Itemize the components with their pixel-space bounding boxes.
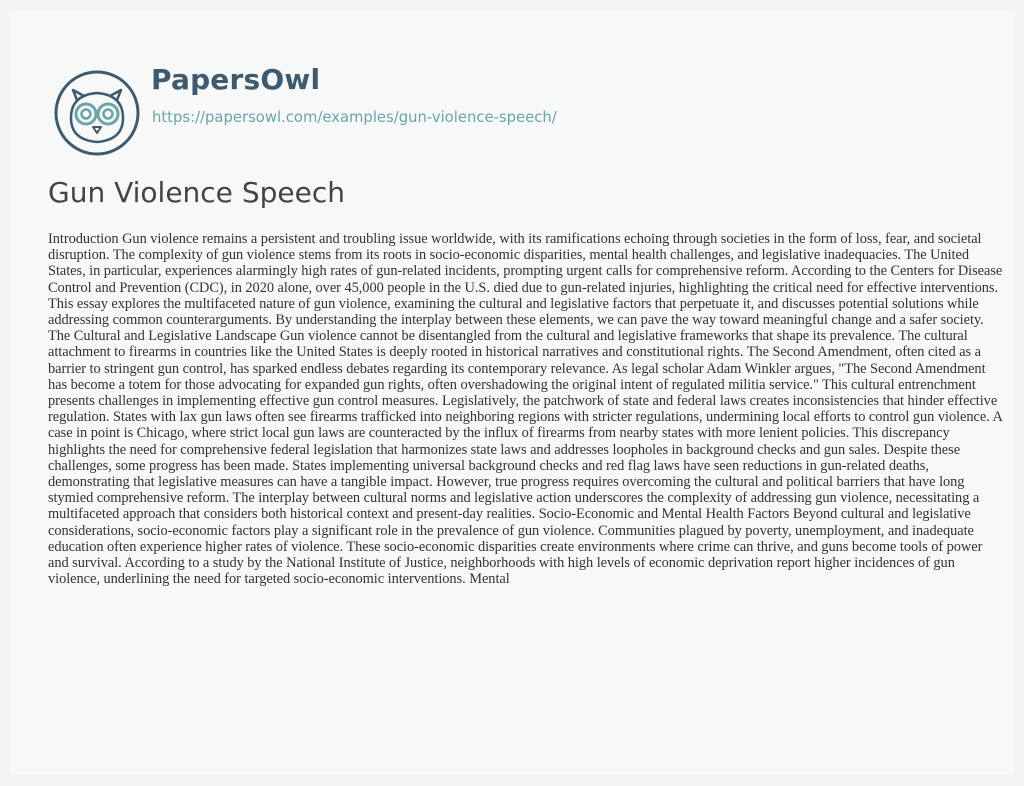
brand-name: PapersOwl bbox=[151, 63, 321, 96]
page bbox=[10, 11, 1014, 775]
site-header bbox=[10, 11, 1014, 156]
article-body: Introduction Gun violence remains a persistent and troubling issue worldwide, with its ramifications echoing through societies in the form of loss, fear, and societal disruption. The complexity of gun violence stems from its roots in socio-economic disparities, mental health challenges, and legislative inadequacies. The United States, in particular, experiences alarmingly high rates of gun-related incidents, prompting urgent calls for comprehensive reform. According to the Centers for Disease Control and Prevention (CDC), in 2020 alone, over 45,000 people in the U.S. died due to gun-related injuries, highlighting the critical need for effective interventions. This essay explores the multifaceted nature of gun violence, examining the cultural and legislative factors that perpetuate it, and discusses potential solutions while addressing common counterarguments. By understanding the interplay between these elements, we can pave the way toward meaningful change and a safer society. The Cultural and Legislative Landscape Gun violence cannot be disentangled from the cultural and legislative frameworks that shape its prevalence. The cultural attachment to firearms in countries like the United States is deeply rooted in historical narratives and constitutional rights. The Second Amendment, often cited as a barrier to stringent gun control, has sparked endless debates regarding its contemporary relevance. As legal scholar Adam Winkler argues, "The Second Amendment has become a totem for those advocating for expanded gun rights, often overshadowing the original intent of regulated militia service." This cultural entrenchment presents challenges in implementing effective gun control measures. Legislatively, the patchwork of state and federal laws creates inconsistencies that hinder effective regulation. States with lax gun laws often see firearms trafficked into neighboring regions with stricter regulations, undermining local efforts to control gun violence. A case in point is Chicago, where strict local gun laws are counteracted by the influx of firearms from nearby states with more lenient policies. This discrepancy highlights the need for comprehensive federal legislation that harmonizes state laws and addresses loopholes in background checks and gun sales. Despite these challenges, some progress has been made. States implementing universal background checks and red flag laws have seen reductions in gun-related deaths, demonstrating that legislative measures can have a tangible impact. However, true progress requires overcoming the cultural and political barriers that have long stymied comprehensive reform. The interplay between cultural norms and legislative action underscores the complexity of addressing gun violence, necessitating a multifaceted approach that considers both historical context and present-day realities. Socio-Economic and Mental Health Factors Beyond cultural and legislative considerations, socio-economic factors play a significant role in the prevalence of gun violence. Communities plagued by poverty, unemployment, and inadequate education often experience higher rates of violence. These socio-economic disparities create environments where crime can thrive, and guns become tools of power and survival. According to a study by the National Institute of Justice, neighborhoods with high levels of economic deprivation report higher incidences of gun violence, underlining the need for targeted socio-economic interventions. Mental bbox=[48, 231, 1003, 588]
page-title: Gun Violence Speech bbox=[48, 176, 345, 209]
source-url-link[interactable]: https://papersowl.com/examples/gun-violence-speech/ bbox=[152, 109, 557, 126]
owl-logo-icon bbox=[52, 68, 142, 158]
